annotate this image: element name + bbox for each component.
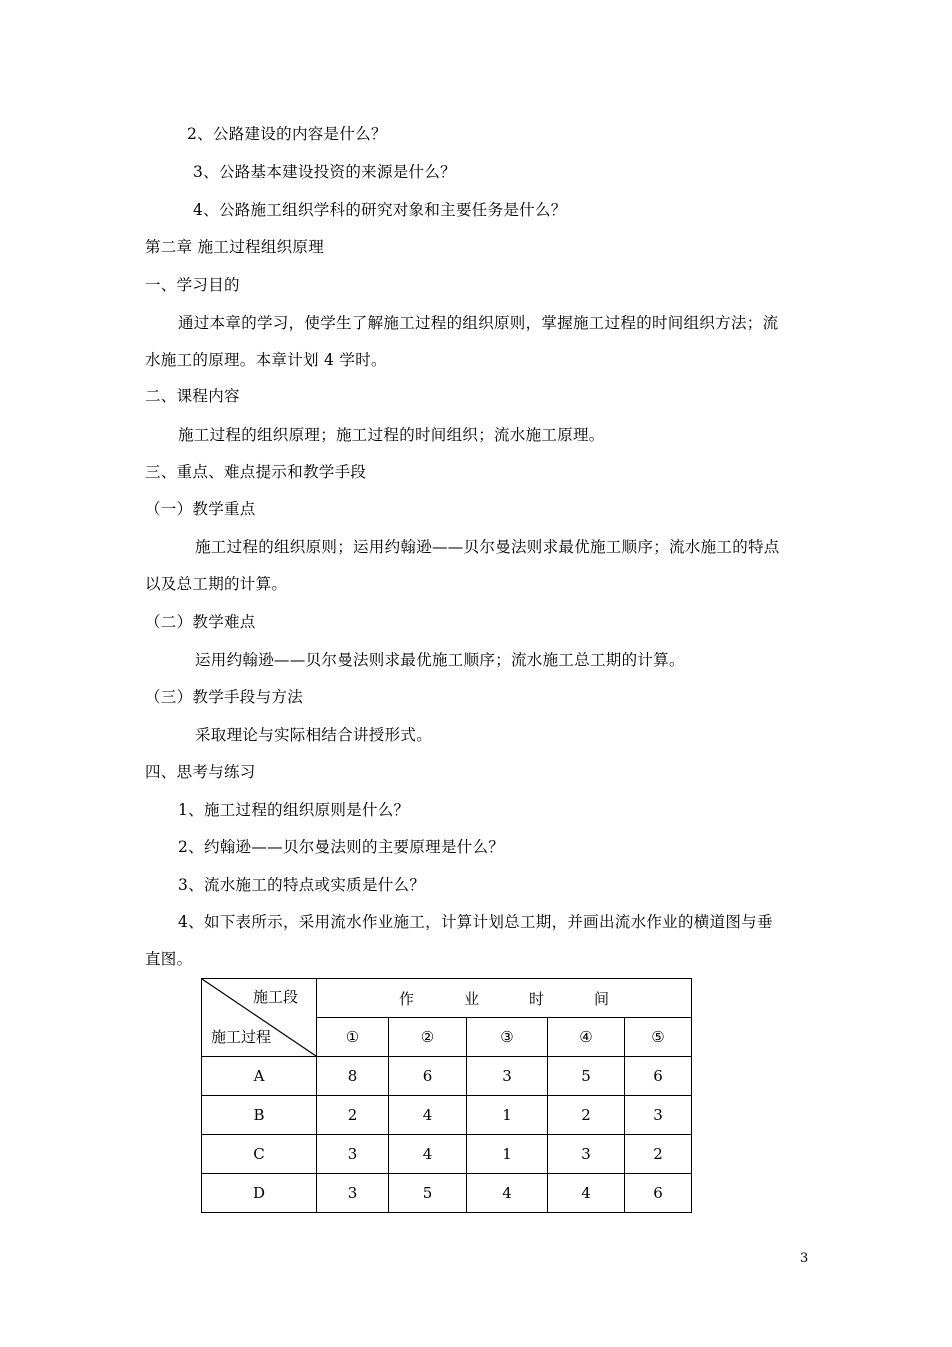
segment-header: ⑤	[625, 1018, 692, 1057]
header-char: 时	[529, 989, 545, 1008]
table-cell: 6	[389, 1057, 467, 1096]
table-cell: 4	[389, 1096, 467, 1135]
work-time-table	[201, 978, 692, 1213]
table-header-row	[202, 979, 692, 1018]
table-cell: 3	[317, 1174, 389, 1213]
header-char: 作	[399, 989, 415, 1008]
text-line-6: 通过本章的学习，使学生了解施工过程的组织原则，掌握施工过程的时间组织方法；流	[178, 314, 779, 332]
table-cell: 3	[317, 1135, 389, 1174]
header-char: 间	[594, 989, 610, 1008]
segment-header: ①	[317, 1018, 389, 1057]
process-label: C	[202, 1135, 317, 1174]
table-row	[202, 1096, 692, 1135]
text-line-13: 以及总工期的计算。	[145, 575, 288, 593]
text-line-9: 施工过程的组织原理；施工过程的时间组织；流水施工原理。	[178, 426, 605, 444]
question-4: 4、如下表所示，采用流水作业施工，计算计划总工期，并画出流水作业的横道图与垂	[178, 913, 773, 931]
table-corner-cell	[202, 979, 317, 1057]
table-cell: 4	[467, 1174, 548, 1213]
table-cell: 1	[467, 1096, 548, 1135]
section-heading-4: 四、思考与练习	[145, 763, 256, 781]
chapter-title: 第二章 施工过程组织原理	[145, 238, 325, 256]
table-cell: 3	[625, 1096, 692, 1135]
table-cell: 3	[467, 1057, 548, 1096]
table-cell: 4	[548, 1174, 625, 1213]
table-cell: 5	[389, 1174, 467, 1213]
question-1: 1、施工过程的组织原则是什么？	[178, 801, 410, 819]
question-2: 2、约翰逊——贝尔曼法则的主要原理是什么？	[178, 838, 505, 856]
subsection-heading-2: （二）教学难点	[145, 613, 256, 631]
text-line-15: 运用约翰逊——贝尔曼法则求最优施工顺序；流水施工总工期的计算。	[195, 651, 685, 669]
section-heading-3: 三、重点、难点提示和教学手段	[145, 463, 367, 481]
text-line-12: 施工过程的组织原则；运用约翰逊——贝尔曼法则求最优施工顺序；流水施工的特点	[195, 538, 780, 556]
text-line-7: 水施工的原理。本章计划 4 学时。	[145, 351, 387, 369]
table-cell: 2	[625, 1135, 692, 1174]
table-cell: 5	[548, 1057, 625, 1096]
segment-header: ④	[548, 1018, 625, 1057]
text-line-1: 2、公路建设的内容是什么？	[187, 125, 387, 143]
process-label: D	[202, 1174, 317, 1213]
process-label: B	[202, 1096, 317, 1135]
segment-header: ②	[389, 1018, 467, 1057]
section-heading-2: 二、课程内容	[145, 387, 240, 405]
text-line-2: 3、公路基本建设投资的来源是什么？	[193, 163, 456, 181]
table-cell: 6	[625, 1174, 692, 1213]
text-line-23: 直图。	[145, 950, 193, 968]
table-cell: 2	[548, 1096, 625, 1135]
process-label: A	[202, 1057, 317, 1096]
page-number: 3	[800, 1251, 809, 1266]
table-row	[202, 1057, 692, 1096]
text-line-17: 采取理论与实际相结合讲授形式。	[195, 726, 433, 744]
work-time-header	[317, 979, 692, 1018]
table-row	[202, 1174, 692, 1213]
corner-bottom-label: 施工过程	[211, 1028, 272, 1046]
text-line-3: 4、公路施工组织学科的研究对象和主要任务是什么？	[193, 201, 567, 219]
table-cell: 2	[317, 1096, 389, 1135]
table-cell: 8	[317, 1057, 389, 1096]
subsection-heading-1: （一）教学重点	[145, 500, 256, 518]
table-cell: 1	[467, 1135, 548, 1174]
question-3: 3、流水施工的特点或实质是什么？	[178, 876, 426, 894]
subsection-heading-3: （三）教学手段与方法	[145, 688, 304, 706]
table-cell: 4	[389, 1135, 467, 1174]
segment-header: ③	[467, 1018, 548, 1057]
table-row	[202, 1135, 692, 1174]
section-heading-1: 一、学习目的	[145, 276, 240, 294]
table-cell: 6	[625, 1057, 692, 1096]
corner-top-label: 施工段	[252, 988, 298, 1006]
table-cell: 3	[548, 1135, 625, 1174]
header-char: 业	[464, 989, 480, 1008]
